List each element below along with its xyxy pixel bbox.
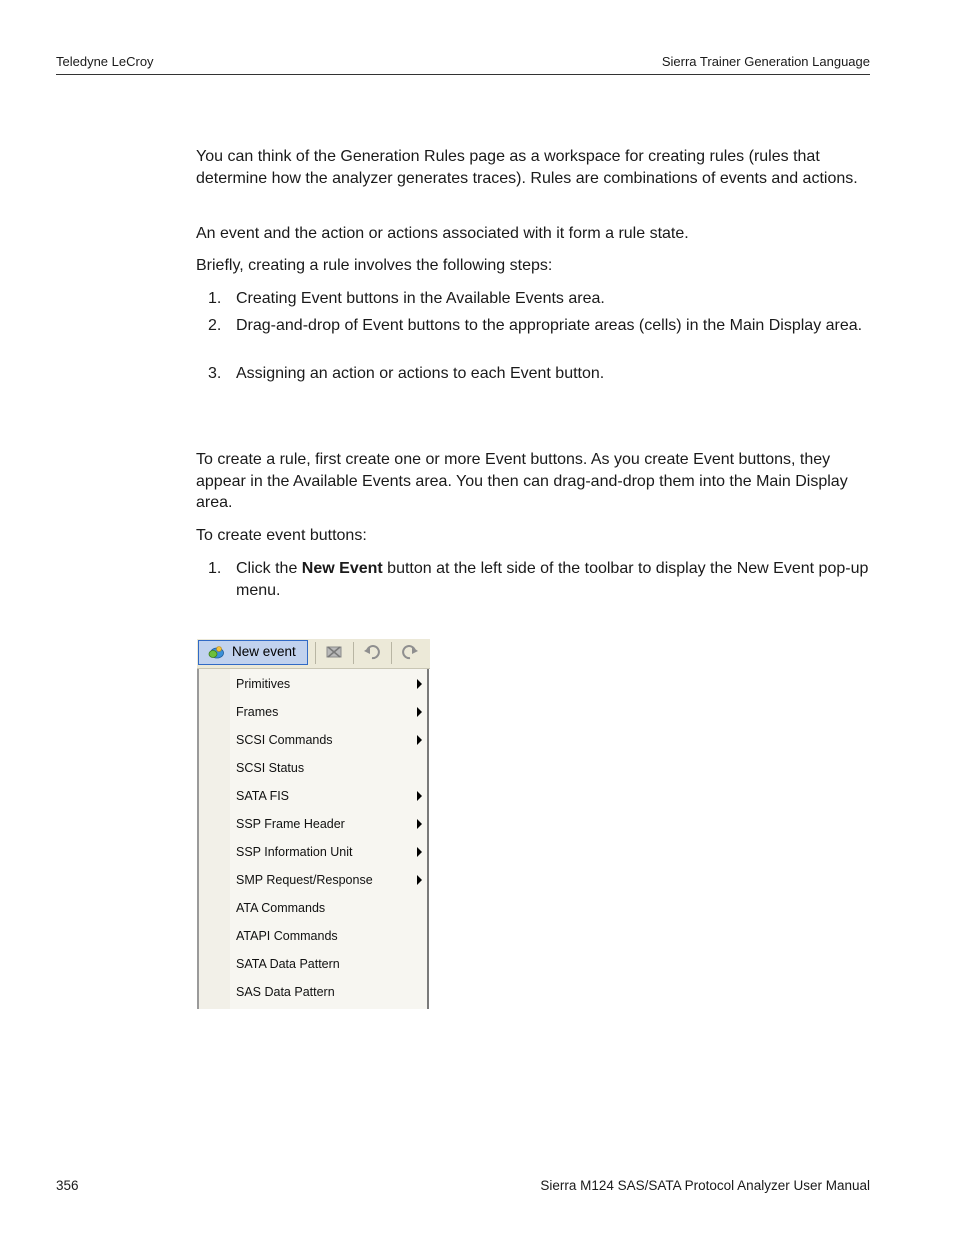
to-create-paragraph: To create event buttons: (196, 527, 367, 544)
undo-icon[interactable] (361, 643, 383, 663)
create-rule-paragraph: To create a rule, first create one or more Event buttons. As you create Event buttons, they appear in the Available Events area. You then can drag-and-drop them into the Main Display area. (196, 451, 848, 511)
menu-item-ssp-information-unit[interactable] (228, 838, 425, 866)
menu-item-label: SATA FIS (236, 789, 290, 803)
menu-item-label: SAS Data Pattern (236, 985, 335, 999)
menu-item-scsi-status[interactable] (228, 754, 425, 782)
menu-item-smp-request-response[interactable] (228, 866, 425, 894)
menu-item-sata-data-pattern[interactable] (228, 950, 425, 978)
submenu-arrow-icon (417, 819, 422, 829)
menu-item-label: ATAPI Commands (236, 929, 338, 943)
submenu-arrow-icon (417, 791, 422, 801)
menu-icon-gutter (199, 669, 230, 1009)
new-event-menu-screenshot (197, 639, 430, 1009)
redo-icon[interactable] (399, 643, 421, 663)
intro-paragraph: You can think of the Generation Rules page as a workspace for creating rules (rules that determine how the analyzer generates traces). Rules are combinations of events and actions. (196, 148, 858, 187)
submenu-arrow-icon (417, 679, 422, 689)
step-text (236, 558, 870, 601)
menu-item-label: SATA Data Pattern (236, 957, 340, 971)
menu-item-ata-commands[interactable] (228, 894, 425, 922)
page-header (56, 52, 870, 75)
menu-item-label: SCSI Commands (236, 733, 333, 747)
step-number: 3. (208, 365, 222, 382)
menu-item-label: SMP Request/Response (236, 873, 373, 887)
new-event-label: New event (232, 644, 296, 659)
submenu-arrow-icon (417, 707, 422, 717)
step-number: 2. (208, 317, 222, 334)
menu-item-atapi-commands[interactable] (228, 922, 425, 950)
header-company: Teledyne LeCroy (56, 54, 154, 69)
menu-item-sata-fis[interactable] (228, 782, 425, 810)
toolbar-separator (391, 642, 392, 664)
briefly-paragraph: Briefly, creating a rule involves the following steps: (196, 257, 553, 274)
submenu-arrow-icon (417, 847, 422, 857)
menu-item-label: SSP Frame Header (236, 817, 345, 831)
step-text: Creating Event buttons in the Available Events area. (236, 290, 605, 307)
toolbar-separator (353, 642, 354, 664)
menu-item-sas-data-pattern[interactable] (228, 978, 425, 1006)
page-number: 356 (56, 1178, 79, 1193)
menu-item-label: SSP Information Unit (236, 845, 353, 859)
menu-item-ssp-frame-header[interactable] (228, 810, 425, 838)
step-number: 1. (208, 560, 222, 577)
step-text-post: button at the left side of the toolbar to display the New Event pop-up menu. (236, 560, 869, 599)
rule-state-paragraph: An event and the action or actions associated with it form a rule state. (196, 225, 689, 242)
step-text: Assigning an action or actions to each Event button. (236, 365, 605, 382)
step-text: Drag-and-drop of Event buttons to the appropriate areas (cells) in the Main Display area. (236, 317, 863, 334)
menu-item-label: Frames (236, 705, 279, 719)
menu-item-primitives[interactable] (228, 670, 425, 698)
submenu-arrow-icon (417, 735, 422, 745)
submenu-arrow-icon (417, 875, 422, 885)
menu-item-frames[interactable] (228, 698, 425, 726)
menu-item-scsi-commands[interactable] (228, 726, 425, 754)
header-section-title: Sierra Trainer Generation Language (661, 54, 870, 69)
toolbar (197, 639, 430, 669)
new-event-icon (208, 645, 224, 659)
menu-item-label: Primitives (236, 677, 291, 691)
step-text-pre: Click the (236, 560, 302, 577)
manual-title: Sierra M124 SAS/SATA Protocol Analyzer User Manual (540, 1178, 870, 1193)
menu-item-label: SCSI Status (236, 761, 305, 775)
new-event-button[interactable] (198, 640, 308, 665)
menu-item-label: ATA Commands (236, 901, 326, 915)
delete-icon[interactable] (323, 643, 345, 663)
toolbar-separator (315, 642, 316, 664)
step-text-bold: New Event (301, 560, 383, 577)
step-number: 1. (208, 290, 222, 307)
